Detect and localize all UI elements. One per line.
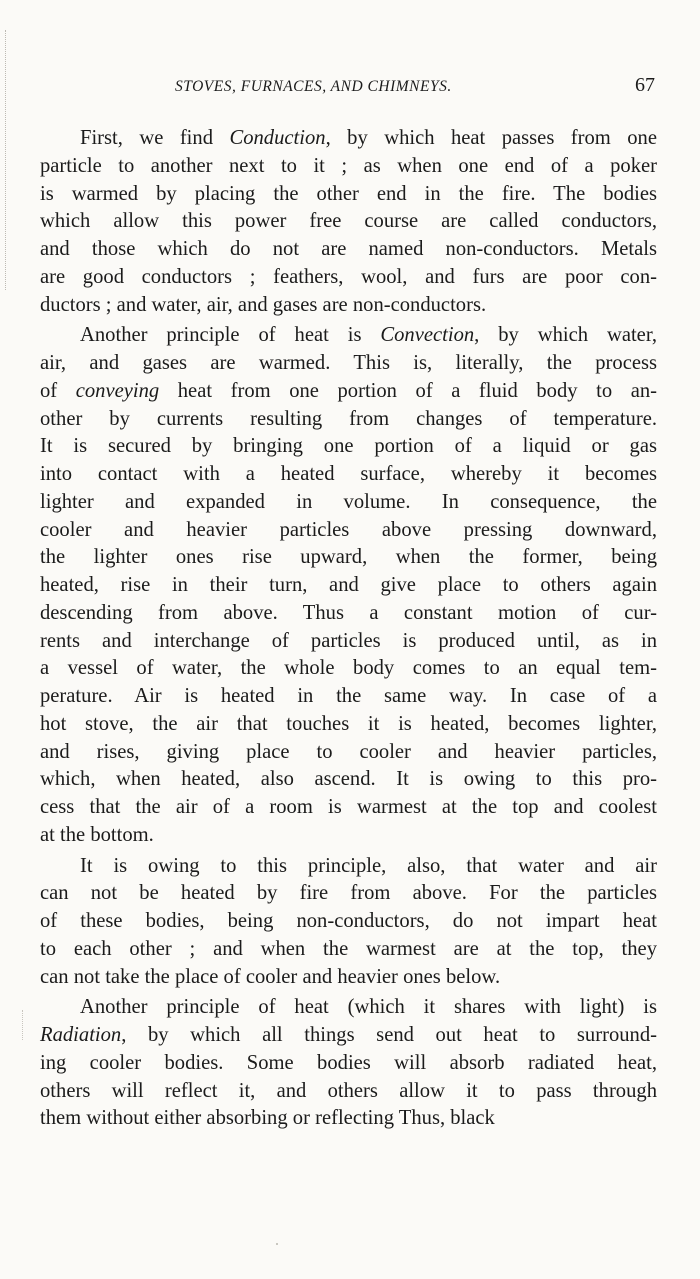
text-run: First, we find <box>80 127 230 149</box>
text-run: Another principle of heat (which it shares with light) is <box>80 996 657 1019</box>
text-run: perature. Air is heated in the same way. In case of a <box>40 685 657 707</box>
text-line <box>40 125 657 153</box>
text-run: and rises, giving place to cooler and heavier particles, <box>40 740 657 763</box>
text-run: particle to another next to it ; as when one end of a poker <box>40 154 657 177</box>
text-run: a vessel of water, the whole body comes to an equal tem- <box>40 657 657 680</box>
text-run: descending from above. Thus a constant motion of cur- <box>40 601 657 624</box>
text-run: which allow this power free course are called conductors, <box>40 210 657 233</box>
text-line <box>40 153 657 181</box>
text-line <box>40 1105 657 1133</box>
text-run: ductors ; and water, air, and gases are non-conductors. <box>40 293 487 316</box>
text-line <box>40 880 657 908</box>
emphasized-term: Convection <box>380 324 475 347</box>
text-line <box>40 1022 657 1050</box>
paragraph <box>40 853 657 992</box>
text-run: into contact with a heated surface, whereby it becomes <box>40 463 657 485</box>
text-line <box>40 683 657 711</box>
text-run: and those which do not are named non-conductors. Metals <box>40 238 657 260</box>
text-line <box>40 655 657 683</box>
text-line <box>40 711 657 739</box>
text-run: are good conductors ; feathers, wool, and furs are poor con- <box>40 265 657 288</box>
text-run: ing cooler bodies. Some bodies will absorb radiated heat, <box>40 1051 657 1074</box>
running-head <box>175 74 655 102</box>
bottom-speck <box>276 1243 278 1245</box>
text-line <box>40 264 657 292</box>
text-line <box>40 908 657 936</box>
text-run: can not take the place of cooler and heavier ones below. <box>40 965 501 988</box>
emphasized-term: conveying <box>75 379 160 402</box>
text-line <box>40 406 657 434</box>
text-run: cooler and heavier particles above pressing downward, <box>40 518 657 541</box>
text-line <box>40 322 657 350</box>
text-line <box>40 181 657 209</box>
text-line <box>40 350 657 378</box>
emphasized-term: Radiation <box>40 1024 122 1046</box>
text-line <box>40 461 657 489</box>
text-run: It is secured by bringing one portion of a liquid or gas <box>40 435 657 458</box>
text-line <box>40 600 657 628</box>
text-line <box>40 628 657 656</box>
text-run: others will reflect it, and others allow it to pass through <box>40 1079 657 1102</box>
text-run: It is owing to this principle, also, that water and air <box>80 854 657 877</box>
text-run: rents and interchange of particles is produced until, as in <box>40 629 657 652</box>
text-run: lighter and expanded in volume. In consequence, the <box>40 490 657 513</box>
text-run: other by currents resulting from changes of temperature. <box>40 407 657 430</box>
running-title: STOVES, FURNACES, AND CHIMNEYS. <box>175 78 452 95</box>
text-line <box>40 489 657 517</box>
text-line <box>40 208 657 236</box>
text-line <box>40 292 657 320</box>
text-run: is warmed by placing the other end in the fire. The bodies <box>40 182 657 205</box>
text-run: the lighter ones rise upward, when the former, being <box>40 546 657 569</box>
text-run: , by which heat passes from one <box>325 127 657 149</box>
text-line <box>40 853 657 881</box>
text-line <box>40 1078 657 1106</box>
text-line <box>40 1050 657 1078</box>
text-line <box>40 378 657 406</box>
text-line <box>40 544 657 572</box>
text-run: to each other ; and when the warmest are at the top, they <box>40 937 657 960</box>
margin-speckles <box>5 30 9 290</box>
text-line <box>40 517 657 545</box>
text-run: heated, rise in their turn, and give place to others again <box>40 574 657 596</box>
text-run: of <box>40 379 76 402</box>
text-line <box>40 936 657 964</box>
text-line <box>40 236 657 264</box>
margin-speckles-lower <box>22 1010 24 1040</box>
text-line <box>40 794 657 822</box>
text-line <box>40 766 657 794</box>
text-run: heat from one portion of a fluid body to an- <box>159 379 657 402</box>
text-line <box>40 572 657 600</box>
text-line <box>40 964 657 992</box>
text-run: air, and gases are warmed. This is, literally, the process <box>40 352 657 374</box>
text-line <box>40 739 657 767</box>
text-run: of these bodies, being non-conductors, do not impart heat <box>40 910 657 932</box>
text-run: at the bottom. <box>40 823 154 846</box>
paragraph <box>40 322 657 849</box>
text-run: Another principle of heat is <box>80 324 381 347</box>
paragraph <box>40 125 657 319</box>
page-number: 67 <box>635 74 655 96</box>
body-text <box>40 125 657 1136</box>
text-run: hot stove, the air that touches it is heated, becomes lighter, <box>40 712 657 735</box>
text-run: which, when heated, also ascend. It is owing to this pro- <box>40 768 657 791</box>
text-line <box>40 433 657 461</box>
text-run: can not be heated by fire from above. For the particles <box>40 882 657 905</box>
text-run: cess that the air of a room is warmest at the top and coolest <box>40 796 657 818</box>
paragraph <box>40 994 657 1133</box>
text-run: them without either absorbing or reflecting Thus, black <box>40 1107 495 1130</box>
text-run: , by which water, <box>474 324 657 347</box>
text-line <box>40 994 657 1022</box>
text-line <box>40 822 657 850</box>
emphasized-term: Conduction <box>229 127 326 149</box>
text-run: , by which all things send out heat to surround- <box>121 1024 657 1046</box>
